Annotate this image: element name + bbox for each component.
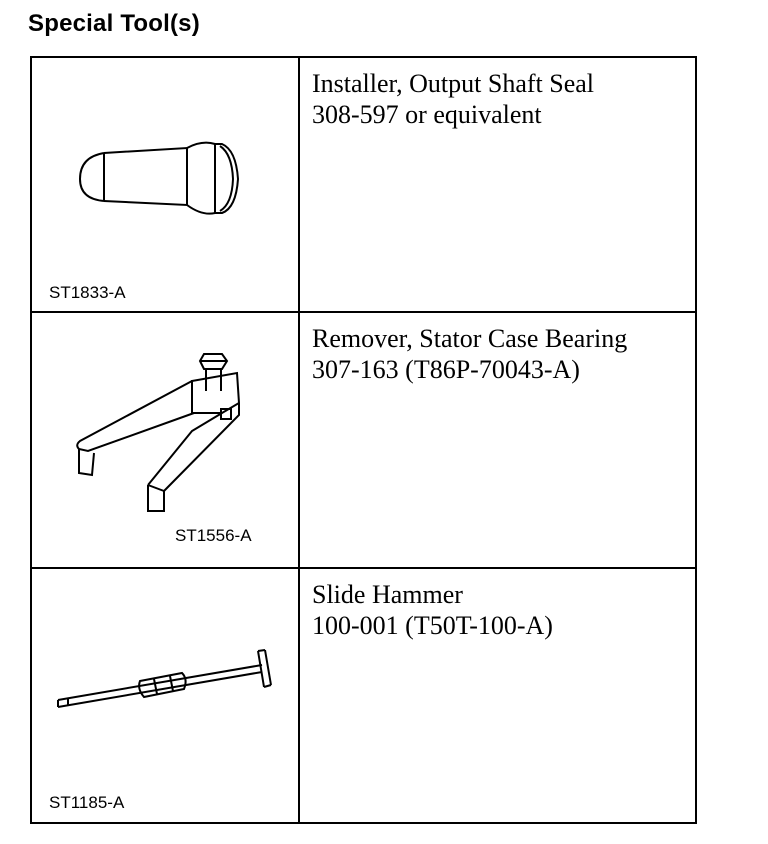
slide-hammer-icon [32, 569, 298, 822]
tool-description-cell [299, 568, 696, 823]
tool-code: ST1556-A [175, 526, 252, 545]
tool-description-cell [299, 57, 696, 312]
tool-code: ST1833-A [49, 283, 126, 302]
tool-name: Remover, Stator Case Bearing [312, 324, 628, 353]
tool-name: Installer, Output Shaft Seal [312, 69, 595, 98]
tool-number: 100-001 (T50T-100-A) [312, 611, 553, 640]
tool-name: Slide Hammer [312, 580, 463, 609]
bearing-remover-icon [32, 313, 298, 567]
tool-number: 308-597 or equivalent [312, 100, 542, 129]
tool-description-cell [299, 312, 696, 568]
table-row [31, 57, 696, 312]
table-row [31, 568, 696, 823]
special-tools-table [30, 56, 697, 824]
tool-illustration-cell [31, 312, 299, 568]
tool-illustration-cell [31, 57, 299, 312]
tool-number: 307-163 (T86P-70043-A) [312, 355, 580, 384]
tool-illustration-cell [31, 568, 299, 823]
tool-code: ST1185-A [49, 793, 125, 812]
page-title: Special Tool(s) [28, 10, 200, 37]
table-row [31, 312, 696, 568]
seal-installer-icon [32, 58, 298, 311]
